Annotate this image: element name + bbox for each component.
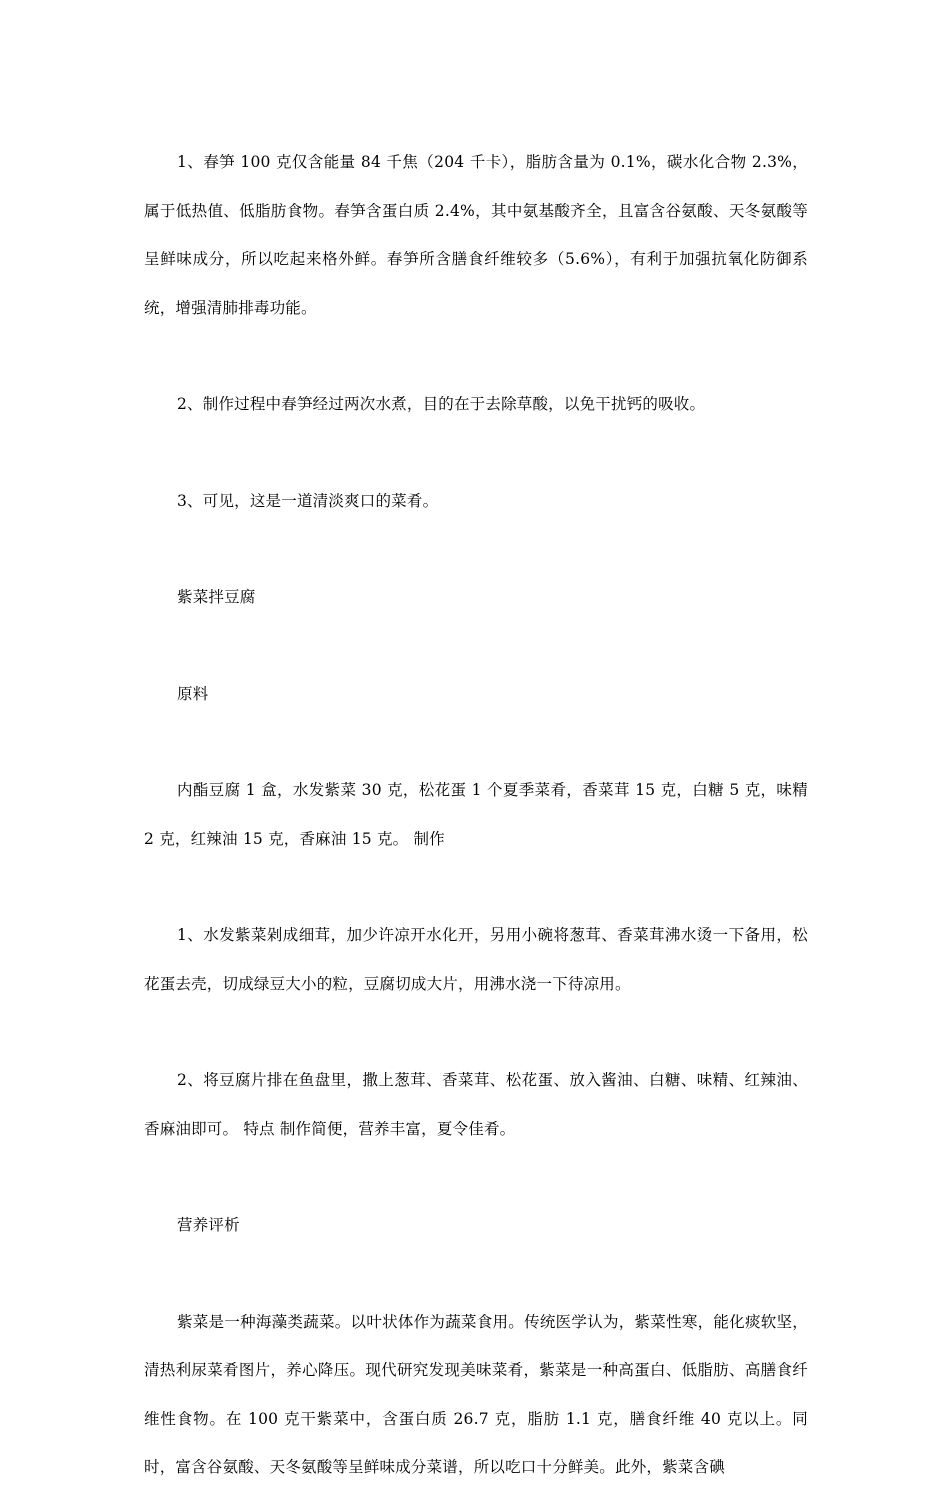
document-body — [144, 138, 808, 1492]
step-2: 2、将豆腐片排在鱼盘里，撒上葱茸、香菜茸、松花蛋、放入酱油、白糖、味精、红辣油、香麻油即可。 特点 制作简便，营养丰富，夏令佳肴。 — [144, 1071, 808, 1138]
paragraph-conclusion: 3、可见，这是一道清淡爽口的菜肴。 — [177, 491, 439, 510]
paragraph-boiling-note: 2、制作过程中春笋经过两次水煮，目的在于去除草酸，以免干扰钙的吸收。 — [177, 395, 706, 413]
paragraph-spring-bamboo-nutrition: 1、春笋 100 克仅含能量 84 千焦（204 千卡），脂肪含量为 0.1%，碳水化合物 2.3%，属于低热值、低脂肪食物。春笋含蛋白质 2.4%，其中氨基酸齐全，且富含谷氨酸、天冬氨酸等呈鲜味成分，所以吃起来格外鲜。春笋所含膳食纤维较多（5.6%），有利于加强抗氧化防御系统，增强清肺排毒功能。 — [144, 153, 808, 317]
nutrition-heading: 营养评析 — [177, 1216, 240, 1234]
step-1: 1、水发紫菜剁成细茸，加少许凉开水化开，另用小碗将葱茸、香菜茸沸水烫一下备用，松花蛋去壳，切成绿豆大小的粒，豆腐切成大片，用沸水浇一下待凉用。 — [144, 926, 808, 993]
recipe-title: 紫菜拌豆腐 — [177, 588, 256, 606]
ingredients-list: 内酯豆腐 1 盒，水发紫菜 30 克，松花蛋 1 个夏季菜肴，香菜茸 15 克，白糖 5 克，味精 2 克，红辣油 15 克，香麻油 15 克。 制作 — [144, 781, 808, 848]
ingredients-heading: 原料 — [177, 684, 209, 703]
paragraph-laver-nutrition: 紫菜是一种海藻类蔬菜。以叶状体作为蔬菜食用。传统医学认为，紫菜性寒，能化痰软坚，清热利尿菜肴图片，养心降压。现代研究发现美味菜肴，紫菜是一种高蛋白、低脂肪、高膳食纤维性食物。在 100 克干紫菜中，含蛋白质 26.7 克，脂肪 1.1 克，膳食纤维 40 克以上。同时，富含谷氨酸、天冬氨酸等呈鲜味成分菜谱，所以吃口十分鲜美。此外，紫菜含碘 — [144, 1312, 808, 1476]
